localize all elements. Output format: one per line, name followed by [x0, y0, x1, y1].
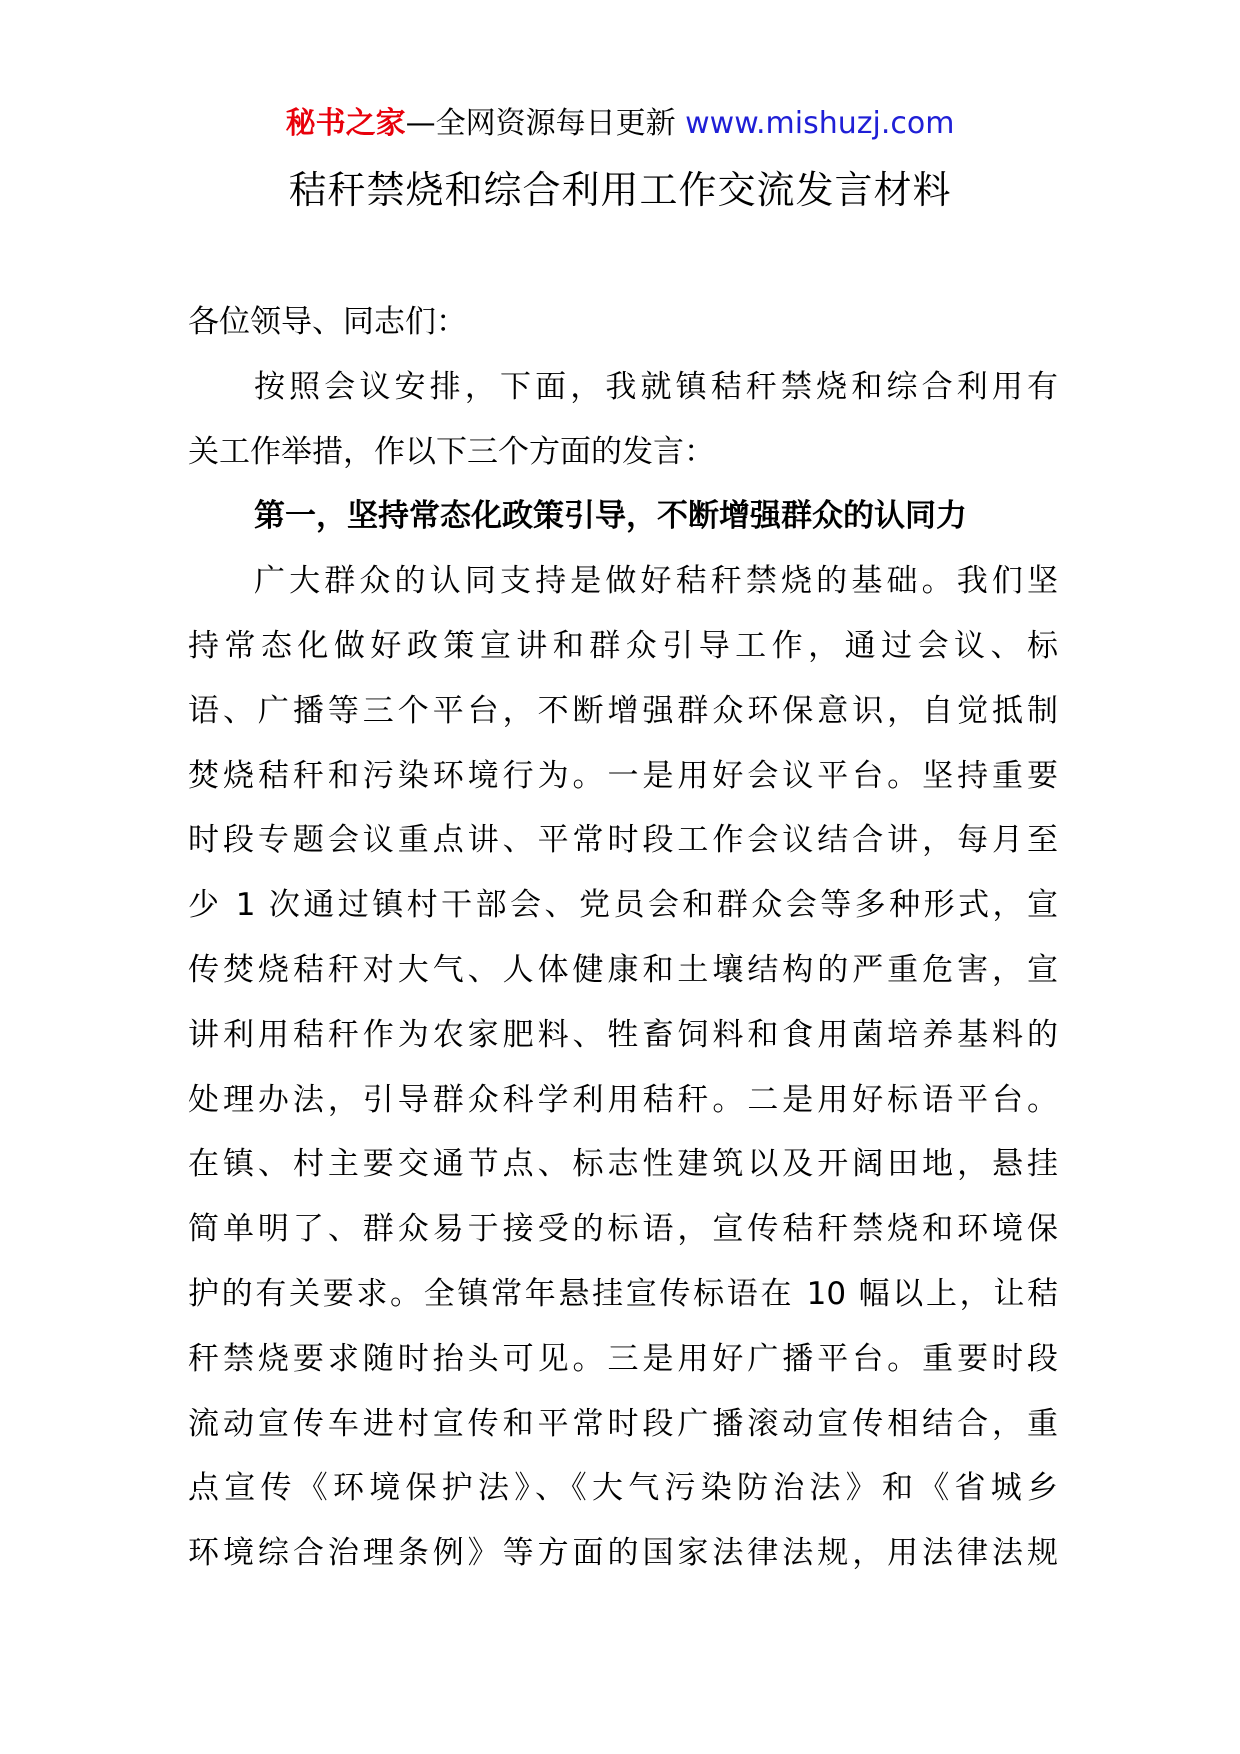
paragraph-line: 时段专题会议重点讲、平常时段工作会议结合讲，每月至 [188, 822, 1058, 859]
paragraph-line: 焚烧秸秆和污染环境行为。一是用好会议平台。坚持重要 [188, 757, 1058, 794]
paragraph-line: 护的有关要求。全镇常年悬挂宣传标语在 10 幅以上，让秸 [188, 1275, 1058, 1312]
paragraph-line: 广大群众的认同支持是做好秸秆禁烧的基础。我们坚 [254, 563, 1058, 600]
paragraph-line: 讲利用秸秆作为农家肥料、牲畜饲料和食用菌培养基料的 [188, 1016, 1058, 1053]
paragraph-line: 关工作举措，作以下三个方面的发言： [188, 433, 715, 470]
paragraph-line: 流动宣传车进村宣传和平常时段广播滚动宣传相结合，重 [188, 1405, 1058, 1442]
paragraph-line: 在镇、村主要交通节点、标志性建筑以及开阔田地，悬挂 [188, 1146, 1058, 1183]
paragraph-line: 语、广播等三个平台，不断增强群众环保意识，自觉抵制 [188, 692, 1058, 729]
site-header [0, 104, 1240, 144]
brand-name: 秘书之家 [285, 106, 406, 141]
paragraph-line: 简单明了、群众易于接受的标语，宣传秸秆禁烧和环境保 [188, 1211, 1058, 1248]
document-title: 秸秆禁烧和综合利用工作交流发言材料 [288, 168, 952, 212]
section-heading: 第一，坚持常态化政策引导，不断增强群众的认同力 [254, 498, 967, 535]
paragraph-line: 处理办法，引导群众科学利用秸秆。二是用好标语平台。 [188, 1081, 1058, 1118]
document-body [188, 290, 1058, 1586]
site-url[interactable]: www.mishuzj.com [685, 106, 955, 141]
header-tagline: —全网资源每日更新 [405, 106, 686, 141]
paragraph-line: 持常态化做好政策宣讲和群众引导工作，通过会议、标 [188, 627, 1058, 664]
paragraph-line: 环境综合治理条例》等方面的国家法律法规，用法律法规 [188, 1535, 1058, 1572]
paragraph-line: 按照会议安排，下面，我就镇秸秆禁烧和综合利用有 [254, 368, 1058, 405]
paragraph-line: 点宣传《环境保护法》、《大气污染防治法》和《省城乡 [188, 1470, 1058, 1507]
paragraph-line: 传焚烧秸秆对大气、人体健康和土壤结构的严重危害，宣 [188, 951, 1058, 988]
paragraph-line: 少 1 次通过镇村干部会、党员会和群众会等多种形式，宣 [188, 887, 1058, 924]
paragraph-line: 秆禁烧要求随时抬头可见。三是用好广播平台。重要时段 [188, 1340, 1058, 1377]
salutation: 各位领导、同志们： [188, 304, 467, 340]
